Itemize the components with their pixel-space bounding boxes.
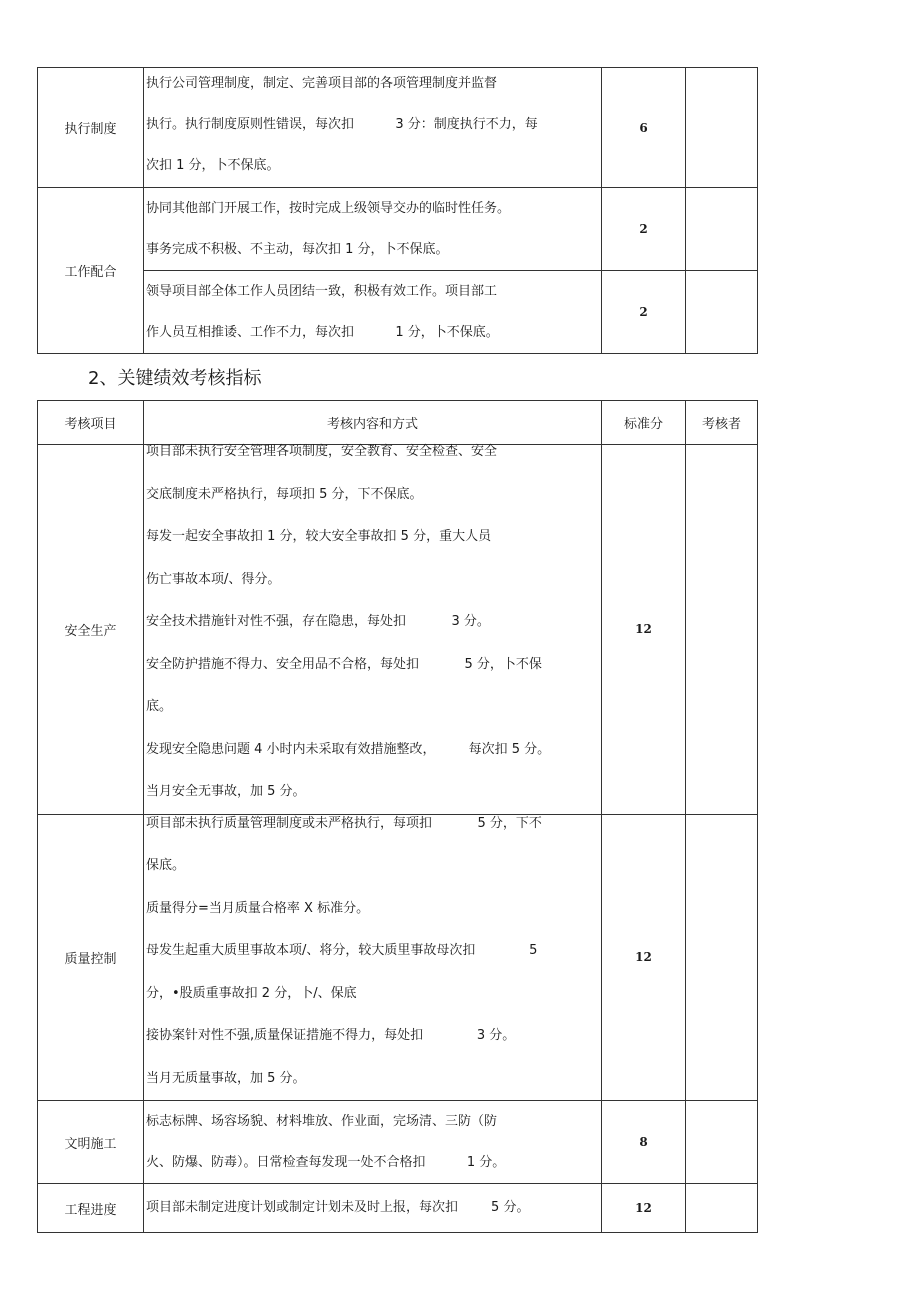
item-cell: 质量控制: [38, 814, 144, 1101]
content-line: 每发一起安全事故扣 1 分，较大安全事故扣 5 分，重大人员: [146, 529, 492, 544]
item-cell: 安全生产: [38, 445, 144, 815]
content-line: 伤亡事故本项/、得分。: [146, 571, 281, 587]
content-line: 事务完成不积极、不主动，每次扣 1 分，卜不保底。: [146, 242, 449, 257]
content-line: 项目部未制定进度计划或制定计划未及时上报，每次扣 5 分。: [146, 1200, 530, 1215]
table-row: [38, 1184, 758, 1233]
content-cell: [144, 814, 602, 1101]
content-line: 质量得分=当月质量合格率 X 标准分。: [146, 900, 370, 916]
content-line: 交底制度未严格执行，每项扣 5 分，下不保底。: [146, 486, 423, 502]
table-row: [38, 814, 758, 1101]
content-line: 协同其他部门开展工作，按时完成上级领导交办的临时性任务。: [146, 201, 511, 216]
content-line: 底。: [146, 699, 173, 714]
assessor-cell: [686, 1101, 758, 1184]
content-cell: [144, 68, 602, 188]
score-cell: 2: [602, 188, 686, 271]
score-cell: 12: [602, 445, 686, 815]
item-cell: 工作配合: [38, 188, 144, 354]
score-cell: 8: [602, 1101, 686, 1184]
assessor-cell: [686, 188, 758, 271]
content-line: 分，•股质重事故扣 2 分，卜/、保底: [146, 985, 357, 1001]
item-cell: 工程进度: [38, 1184, 144, 1233]
content-line: 执行。执行制度原则性错误，每次扣 3 分：制度执行不力，每: [146, 117, 538, 132]
content-line: 母发生起重大质里事故本项/、将分，较大质里事故母次扣 5: [146, 943, 538, 958]
content-line: 执行公司管理制度，制定、完善项目部的各项管理制度并监督: [146, 76, 498, 91]
score-cell: 6: [602, 68, 686, 188]
table-row: [38, 445, 758, 815]
content-cell: [144, 1101, 602, 1184]
score-cell: 2: [602, 271, 686, 354]
table-general-indicators: [37, 67, 758, 354]
section-title: 2、关键绩效考核指标: [88, 368, 262, 389]
score-cell: 12: [602, 1184, 686, 1233]
header-score: 标准分: [602, 401, 686, 445]
content-cell: [144, 271, 602, 354]
assessor-cell: [686, 1184, 758, 1233]
content-line: 发现安全隐患问题 4 小时内未采取有效措施整改， 每次扣 5 分。: [146, 741, 551, 757]
assessor-cell: [686, 814, 758, 1101]
content-line: 项目部未执行安全管理各项制度，安全教育、安全检查、安全: [146, 444, 498, 459]
item-cell: 执行制度: [38, 68, 144, 188]
content-line: 次扣 1 分，卜不保底。: [146, 158, 280, 173]
content-cell: [144, 445, 602, 815]
content-cell: [144, 1184, 602, 1233]
assessor-cell: [686, 271, 758, 354]
table-key-performance-indicators: [37, 400, 758, 1233]
table-row: [38, 68, 758, 188]
table-row: [38, 188, 758, 271]
content-line: 安全防护措施不得力、安全用品不合格，每处扣 5 分，卜不保: [146, 656, 542, 672]
content-cell: [144, 188, 602, 271]
content-line: 项目部未执行质量管理制度或未严格执行，每项扣 5 分，下不: [146, 815, 542, 831]
assessor-cell: [686, 68, 758, 188]
content-line: 当月无质量事故，加 5 分。: [146, 1070, 306, 1086]
content-line: 作人员互相推诿、工作不力，每次扣 1 分，卜不保底。: [146, 325, 499, 340]
header-content: 考核内容和方式: [144, 401, 602, 445]
table-row: [38, 1101, 758, 1184]
content-line: 火、防爆、防毒）。日常检查每发现一处不合格扣 1 分。: [146, 1155, 506, 1170]
table-row: [38, 271, 758, 354]
assessor-cell: [686, 445, 758, 815]
header-item: 考核项目: [38, 401, 144, 445]
score-cell: 12: [602, 814, 686, 1101]
header-assessor: 考核者: [686, 401, 758, 445]
content-line: 保底。: [146, 858, 186, 873]
content-line: 标志标牌、场容场貌、材料堆放、作业面，完场清、三防（防: [146, 1114, 498, 1129]
content-line: 当月安全无事故，加 5 分。: [146, 784, 306, 799]
content-line: 领导项目部全体工作人员团结一致，积极有效工作。项目部工: [146, 284, 498, 299]
content-line: 接协案针对性不强,质量保证措施不得力，每处扣 3 分。: [146, 1028, 516, 1043]
item-cell: 文明施工: [38, 1101, 144, 1184]
content-line: 安全技术措施针对性不强，存在隐患，每处扣 3 分。: [146, 614, 490, 629]
